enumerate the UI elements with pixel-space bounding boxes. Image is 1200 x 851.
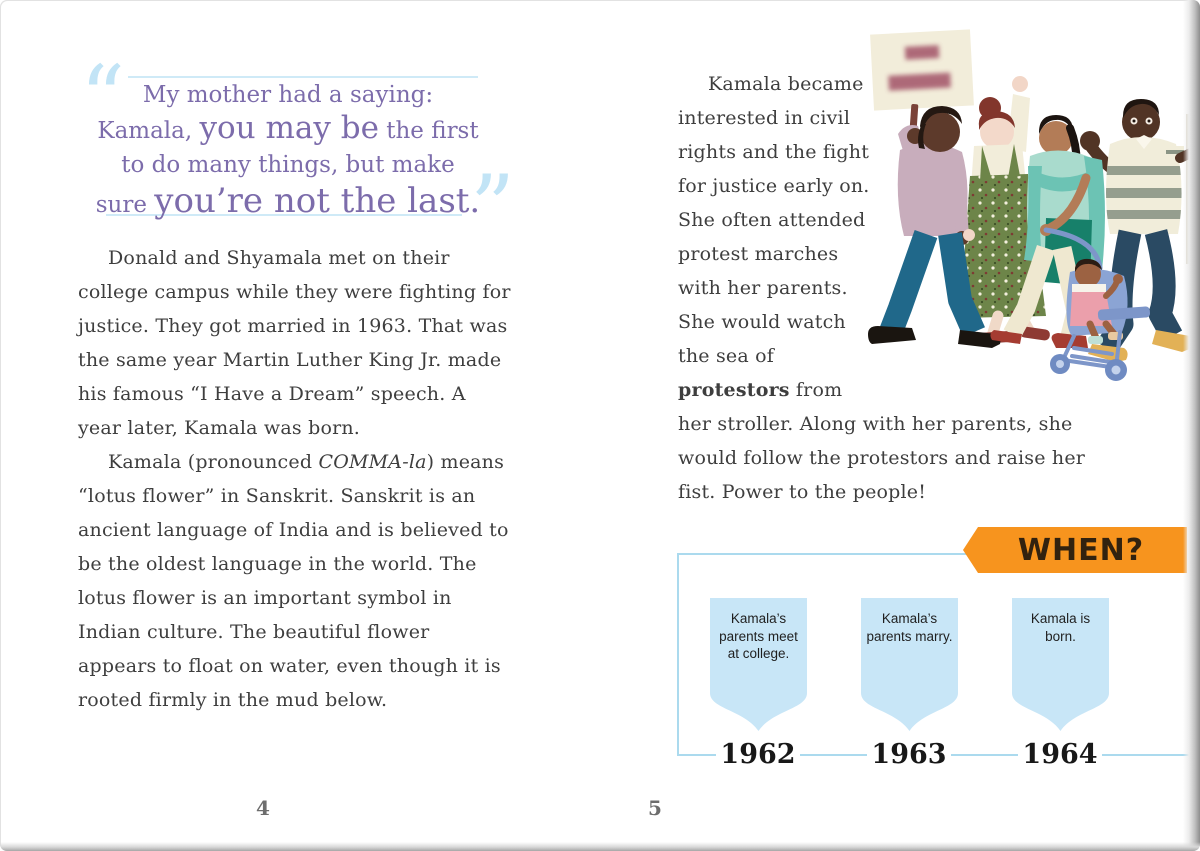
when-banner-label: WHEN? — [1017, 533, 1145, 568]
quote-rule-top — [128, 76, 478, 78]
timeline-event-1962 — [710, 598, 807, 732]
civil-rights-start: Kamala became interested in civil rights and the fight for justice early on. She often attended protest marches with her parents. She would watch the sea of — [678, 73, 870, 367]
timeline-year-1962: 1962 — [716, 737, 800, 773]
quote-line-4a: sure — [95, 192, 155, 218]
page-edge-right — [1183, 0, 1200, 851]
pull-quote — [78, 80, 498, 226]
timeline-event-label: Kamala’s parents marry. — [866, 611, 953, 644]
close-quote-icon: ” — [470, 156, 515, 259]
timeline-event-label: Kamala’s parents meet at college. — [719, 611, 798, 661]
quote-line-2a: Kamala, — [97, 118, 200, 144]
picket-sign — [870, 29, 974, 110]
timeline-event-label: Kamala is born. — [1030, 611, 1091, 644]
protestors-bold: protestors — [678, 379, 790, 401]
quote-line-4b: you’re not the last. — [154, 181, 481, 221]
quote-line-4 — [78, 181, 498, 226]
page-edge-bottom — [0, 842, 1200, 851]
quote-line-2 — [78, 110, 498, 150]
page-number-right: 5 — [648, 796, 662, 820]
timeline-year-1964: 1964 — [1018, 737, 1102, 773]
timeline-event-1963 — [861, 598, 958, 732]
paragraph-lotus-flower — [78, 445, 514, 717]
timeline-year-1963: 1963 — [867, 737, 951, 773]
quote-line-2b: you may be — [199, 110, 379, 146]
when-timeline — [677, 527, 1193, 777]
quote-line-1: My mother had a saying: — [142, 82, 434, 108]
left-page-body — [78, 241, 514, 717]
timeline-left-border — [677, 553, 679, 756]
quote-line-2c: the first — [378, 118, 479, 144]
civil-rights-end: from her stroller. Along with her parents, she would follow the protestors and raise her fist. Power to the people! — [678, 379, 1086, 503]
open-quote-icon: “ — [80, 46, 125, 149]
pronunciation-italic: COMMA-la — [318, 451, 427, 473]
lotus-paragraph-start: Kamala (pronounced — [108, 451, 319, 473]
paragraph-donald-shyamala: Donald and Shyamala met on their college campus while they were fighting for justice. They got married in 1963. That was the same year Martin Luther King Jr. made his famous “I Have a Dream” speech. A year later, Kamala was born. — [78, 247, 511, 439]
quote-line-3: to do many things, but make — [121, 152, 455, 178]
timeline-top-border — [677, 553, 967, 555]
protest-march-illustration — [860, 18, 1195, 385]
lotus-paragraph-end: ) means “lotus flower” in Sanskrit. Sanskrit is an ancient language of India and is believed to be the oldest language in the world. The lotus flower is an important symbol in Indian culture. The beautiful flower appears to float on water, even though it is rooted firmly in the mud below. — [78, 451, 509, 711]
timeline-event-1964 — [1012, 598, 1109, 732]
page-number-left: 4 — [256, 796, 270, 820]
